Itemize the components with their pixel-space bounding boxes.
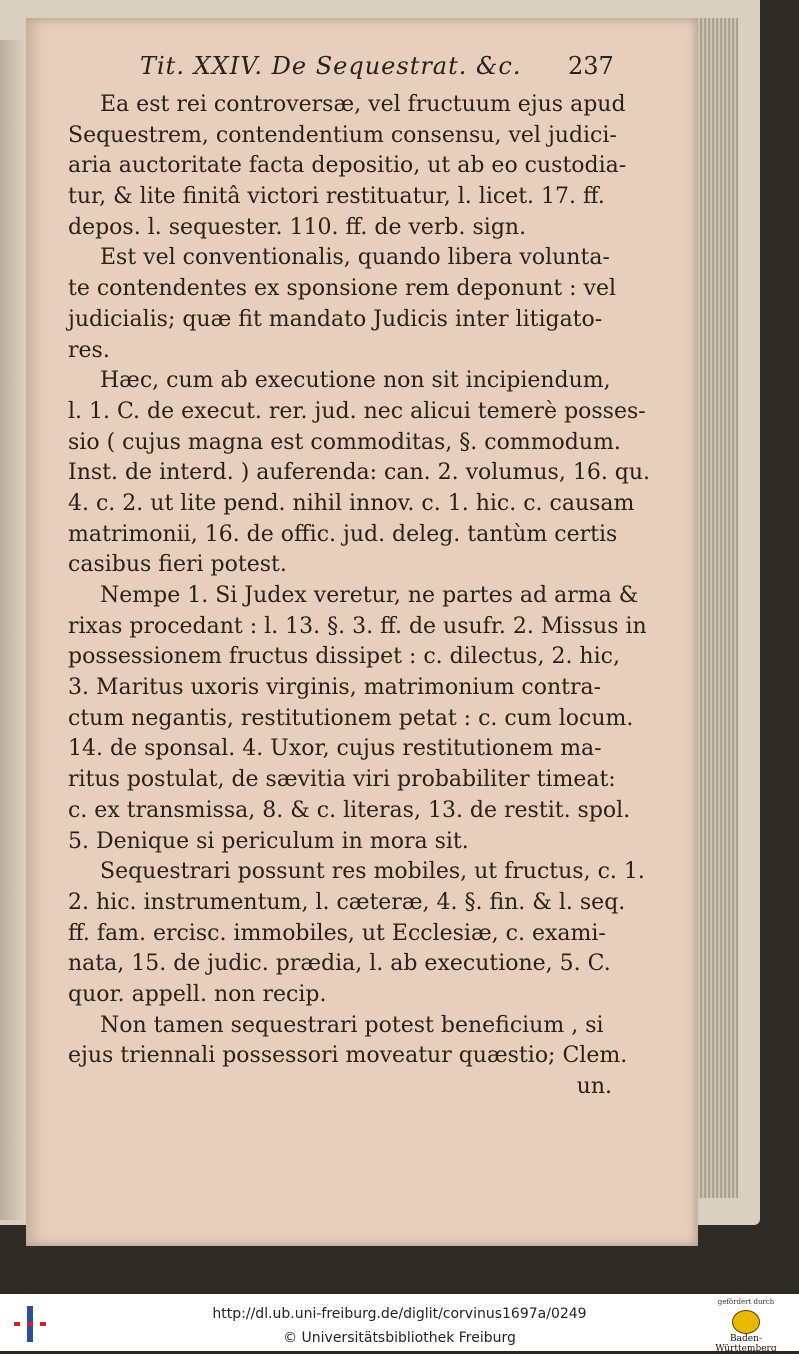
text-line: res. xyxy=(68,337,110,363)
text-line: 3. Maritus uxoris virginis, matrimonium contra- xyxy=(68,675,602,701)
text-line: ejus triennali possessori moveatur quæstio; Clem. xyxy=(68,1043,628,1069)
text-line: judicialis; quæ fit mandato Judicis inter litigato- xyxy=(68,306,603,332)
text-line: Nempe 1. Si Judex veretur, ne partes ad arma & xyxy=(100,583,639,608)
permalink[interactable]: http://dl.ub.uni-freiburg.de/diglit/corvinus1697a/0249 xyxy=(212,1306,587,1322)
state-seal-icon xyxy=(732,1310,760,1334)
text-line: Ea est rei controversæ, vel fructuum ejus apud xyxy=(100,92,626,117)
text-line: depos. l. sequester. 110. ff. de verb. sign. xyxy=(68,214,527,240)
text-line: ritus postulat, de sævitia viri probabiliter timeat: xyxy=(68,767,616,793)
sponsor-badge xyxy=(700,1298,792,1354)
sponsor-top-text: gefördert durch xyxy=(717,1298,775,1306)
text-line: casibus fieri potest. xyxy=(68,552,287,578)
sponsor-bottom-text: Baden-Württemberg xyxy=(715,1334,777,1354)
text-line: Non tamen sequestrari potest beneficium , si xyxy=(100,1012,604,1038)
text-line: 14. de sponsal. 4. Uxor, cujus restitutionem ma- xyxy=(68,736,602,762)
text-line: matrimonii, 16. de offic. jud. deleg. tantùm certis xyxy=(68,521,618,547)
text-line: 4. c. 2. ut lite pend. nihil innov. c. 1. hic. c. causam xyxy=(68,490,635,516)
text-line: 2. hic. instrumentum, l. cæteræ, 4. §. fin. & l. seq. xyxy=(68,889,626,915)
text-line: Inst. de interd. ) auferenda: can. 2. volumus, 16. qu. xyxy=(68,460,651,486)
text-line: Sequestrem, contendentium consensu, vel judici- xyxy=(68,122,617,148)
text-line: tur, & lite finitâ victori restituatur, l. licet. 17. ff. xyxy=(68,184,605,210)
copyright: © Universitätsbibliothek Freiburg xyxy=(283,1330,516,1346)
text-line: 5. Denique si periculum in mora sit. xyxy=(68,828,469,854)
text-line: un. xyxy=(576,1074,612,1099)
text-line: Est vel conventionalis, quando libera volunta- xyxy=(100,245,610,271)
text-line: sio ( cujus magna est commoditas, §. commodum. xyxy=(68,429,621,455)
text-line: Sequestrari possunt res mobiles, ut fructus, c. 1. xyxy=(100,859,645,885)
text-line: nata, 15. de judic. prædia, l. ab executione, 5. C. xyxy=(68,951,611,977)
book-left-edge xyxy=(0,40,28,1220)
text-line: c. ex transmissa, 8. & c. literas, 13. de restit. spol. xyxy=(68,797,631,823)
text-line: rixas procedant : l. 13. §. 3. ff. de usufr. 2. Missus in xyxy=(68,613,647,639)
text-line: ff. fam. ercisc. immobiles, ut Ecclesiæ, c. exami- xyxy=(68,920,606,946)
text-line: te contendentes ex sponsione rem deponunt : vel xyxy=(68,276,617,302)
text-line: ctum negantis, restitutionem petat : c. cum locum. xyxy=(68,705,634,731)
text-line: possessionem fructus dissipet : c. dilectus, 2. hic, xyxy=(68,644,620,670)
body-text xyxy=(68,90,651,1103)
text-line: l. 1. C. de execut. rer. jud. nec alicui temerè posses- xyxy=(68,398,646,424)
text-line: aria auctoritate facta depositio, ut ab eo custodia- xyxy=(68,153,627,179)
text-line: quor. appell. non recip. xyxy=(68,981,327,1007)
page-number: 237 xyxy=(568,52,614,80)
text-line: Hæc, cum ab executione non sit incipiendum, xyxy=(100,368,611,394)
running-head: Tit. XXIV. De Sequestrat. &c. xyxy=(140,52,522,80)
